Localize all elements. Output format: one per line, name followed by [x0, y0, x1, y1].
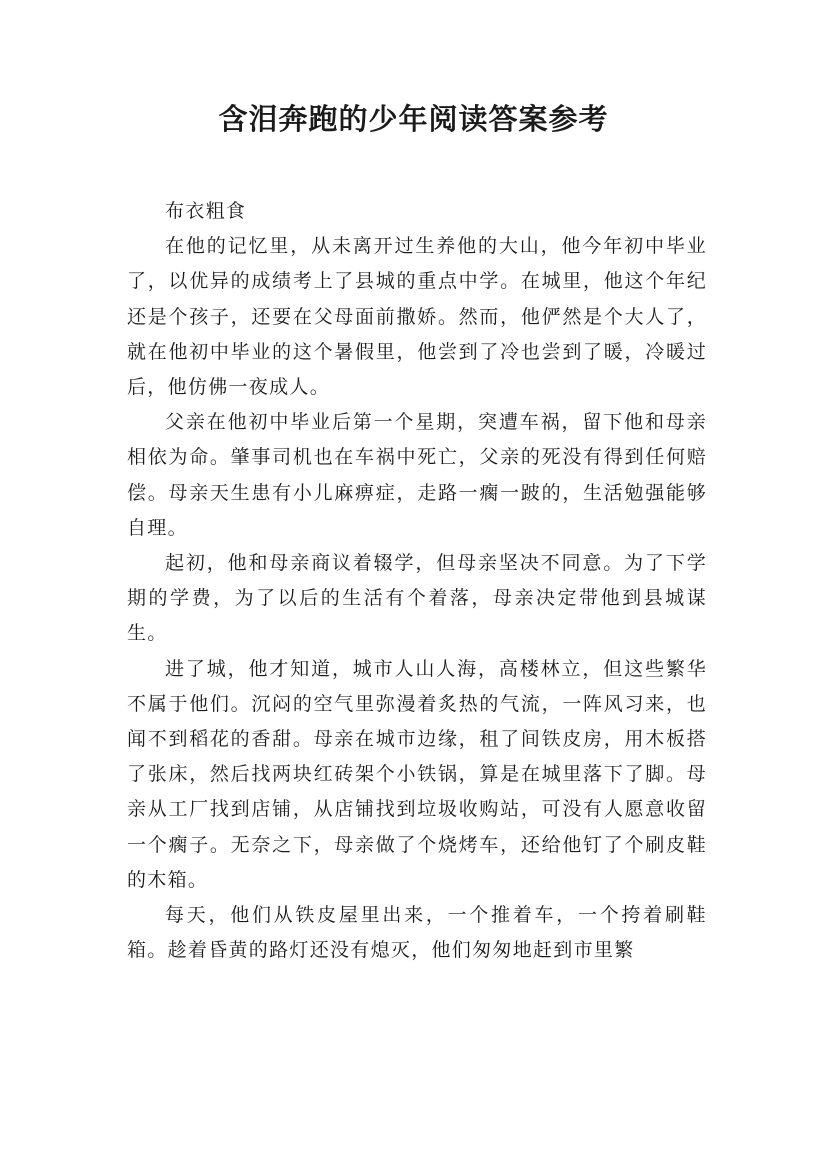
- paragraph-1: 在他的记忆里，从未离开过生养他的大山，他今年初中毕业了，以优异的成绩考上了县城的重点中学。在城里，他这个年纪还是个孩子，还要在父母面前撒娇。然而，他俨然是个大人了，就在他初中毕业的这个暑假里，他尝到了冷也尝到了暖，冷暖过后，他仿佛一夜成人。: [127, 235, 707, 399]
- author-line: 布衣粗食: [165, 200, 247, 222]
- paragraph-3: 起初，他和母亲商议着辍学，但母亲坚决不同意。为了下学期的学费，为了以后的生活有个着落，母亲决定带他到县城谋生。: [127, 552, 707, 645]
- paragraph-2: 父亲在他初中毕业后第一个星期，突遭车祸，留下他和母亲相依为命。肇事司机也在车祸中死亡，父亲的死没有得到任何赔偿。母亲天生患有小儿麻痹症，走路一瘸一跛的，生活勉强能够自理。: [127, 411, 707, 539]
- document-title: 含泪奔跑的少年阅读答案参考: [218, 102, 609, 136]
- document-body: [127, 194, 707, 968]
- paragraph-5: 每天，他们从铁皮屋里出来，一个推着车，一个挎着刷鞋箱。趁着昏黄的路灯还没有熄灭，他们匆匆地赶到市里繁: [127, 904, 707, 962]
- paragraph-4: 进了城，他才知道，城市人山人海，高楼林立，但这些繁华不属于他们。沉闷的空气里弥漫着炙热的气流，一阵风习来，也闻不到稻花的香甜。母亲在城市边缘，租了间铁皮房，用木板搭了张床，然后找两块红砖架个小铁锅，算是在城里落下了脚。母亲从工厂找到店铺，从店铺找到垃圾收购站，可没有人愿意收留一个瘸子。无奈之下，母亲做了个烧烤车，还给他钉了个刷皮鞋的木箱。: [127, 657, 707, 891]
